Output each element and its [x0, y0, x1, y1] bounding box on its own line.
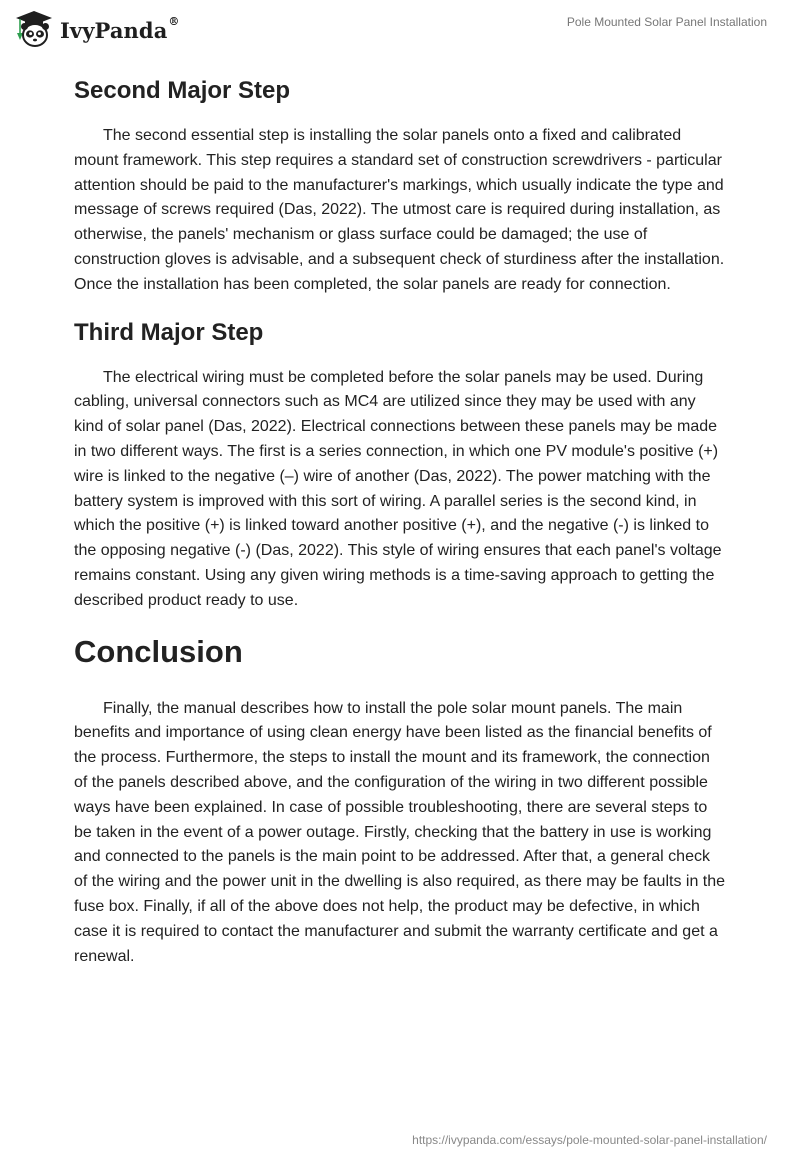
registered-mark: ® — [168, 14, 180, 28]
section-paragraph-third-major-step: The electrical wiring must be completed before the solar panels may be used. During cabling, universal connectors such as MC4 are utilized since they may be used with any kind of solar panel (Das, 2022). Electrical connections between these panels may be made in two different ways. The first is a series connection, in which one PV module's positive (+) wire is linked to the negative (–) wire of another (Das, 2022). The power matching with the battery system is improved with this sort of wiring. A parallel series is the second kind, in which the positive (+) is linked toward another positive (+), and the negative (-) is linked to the opposing negative (-) (Das, 2022). This style of wiring ensures that each panel's voltage remains constant. Using any given wiring methods is a time-saving approach to getting the described product ready to use. — [74, 368, 722, 609]
section-paragraph-conclusion: Finally, the manual describes how to install the pole solar mount panels. The main benefits and importance of using clean energy have been listed as the financial benefits of the process. Furthermore, the steps to install the mount and its framework, the connection of the panels described above, and the configuration of the wiring in two different possible ways have been explained. In case of possible troubleshooting, there are several steps to be taken in the event of a power outage. Firstly, checking that the battery in use is working and connected to the panels is the main point to be addressed. After that, a general check of the wiring and the power unit in the dwelling is also required, as there may be faults in the fuse box. Finally, if all of the above does not help, the product may be defective, in which case it is required to contact the manufacturer and submit the warranty certificate and get a renewal. — [74, 699, 726, 965]
section-heading-third-major-step: Third Major Step — [74, 318, 264, 346]
ivypanda-logo[interactable] — [14, 9, 180, 49]
brand-name-text: IvyPanda — [60, 17, 168, 43]
essay-content — [74, 70, 726, 969]
section-heading-conclusion: Conclusion — [74, 633, 243, 669]
page-header — [0, 0, 800, 60]
document-title: Pole Mounted Solar Panel Installation — [566, 15, 767, 29]
section-heading-second-major-step: Second Major Step — [74, 77, 291, 104]
brand-name — [60, 14, 180, 43]
source-url-link[interactable]: https://ivypanda.com/essays/pole-mounted-solar-panel-installation/ — [412, 1133, 767, 1147]
panda-graduation-cap-icon — [14, 9, 54, 49]
section-paragraph-second-major-step: The second essential step is installing the solar panels onto a fixed and calibrated mount framework. This step requires a standard set of construction screwdrivers - particular attention should be paid to the manufacturer's markings, which usually indicate the type and message of screws required (Das, 2022). The utmost care is required during installation, as otherwise, the panels' mechanism or glass surface could be damaged; the use of construction gloves is advisable, and a subsequent check of sturdiness after the installation. Once the installation has been completed, the solar panels are ready for connection. — [74, 127, 725, 293]
